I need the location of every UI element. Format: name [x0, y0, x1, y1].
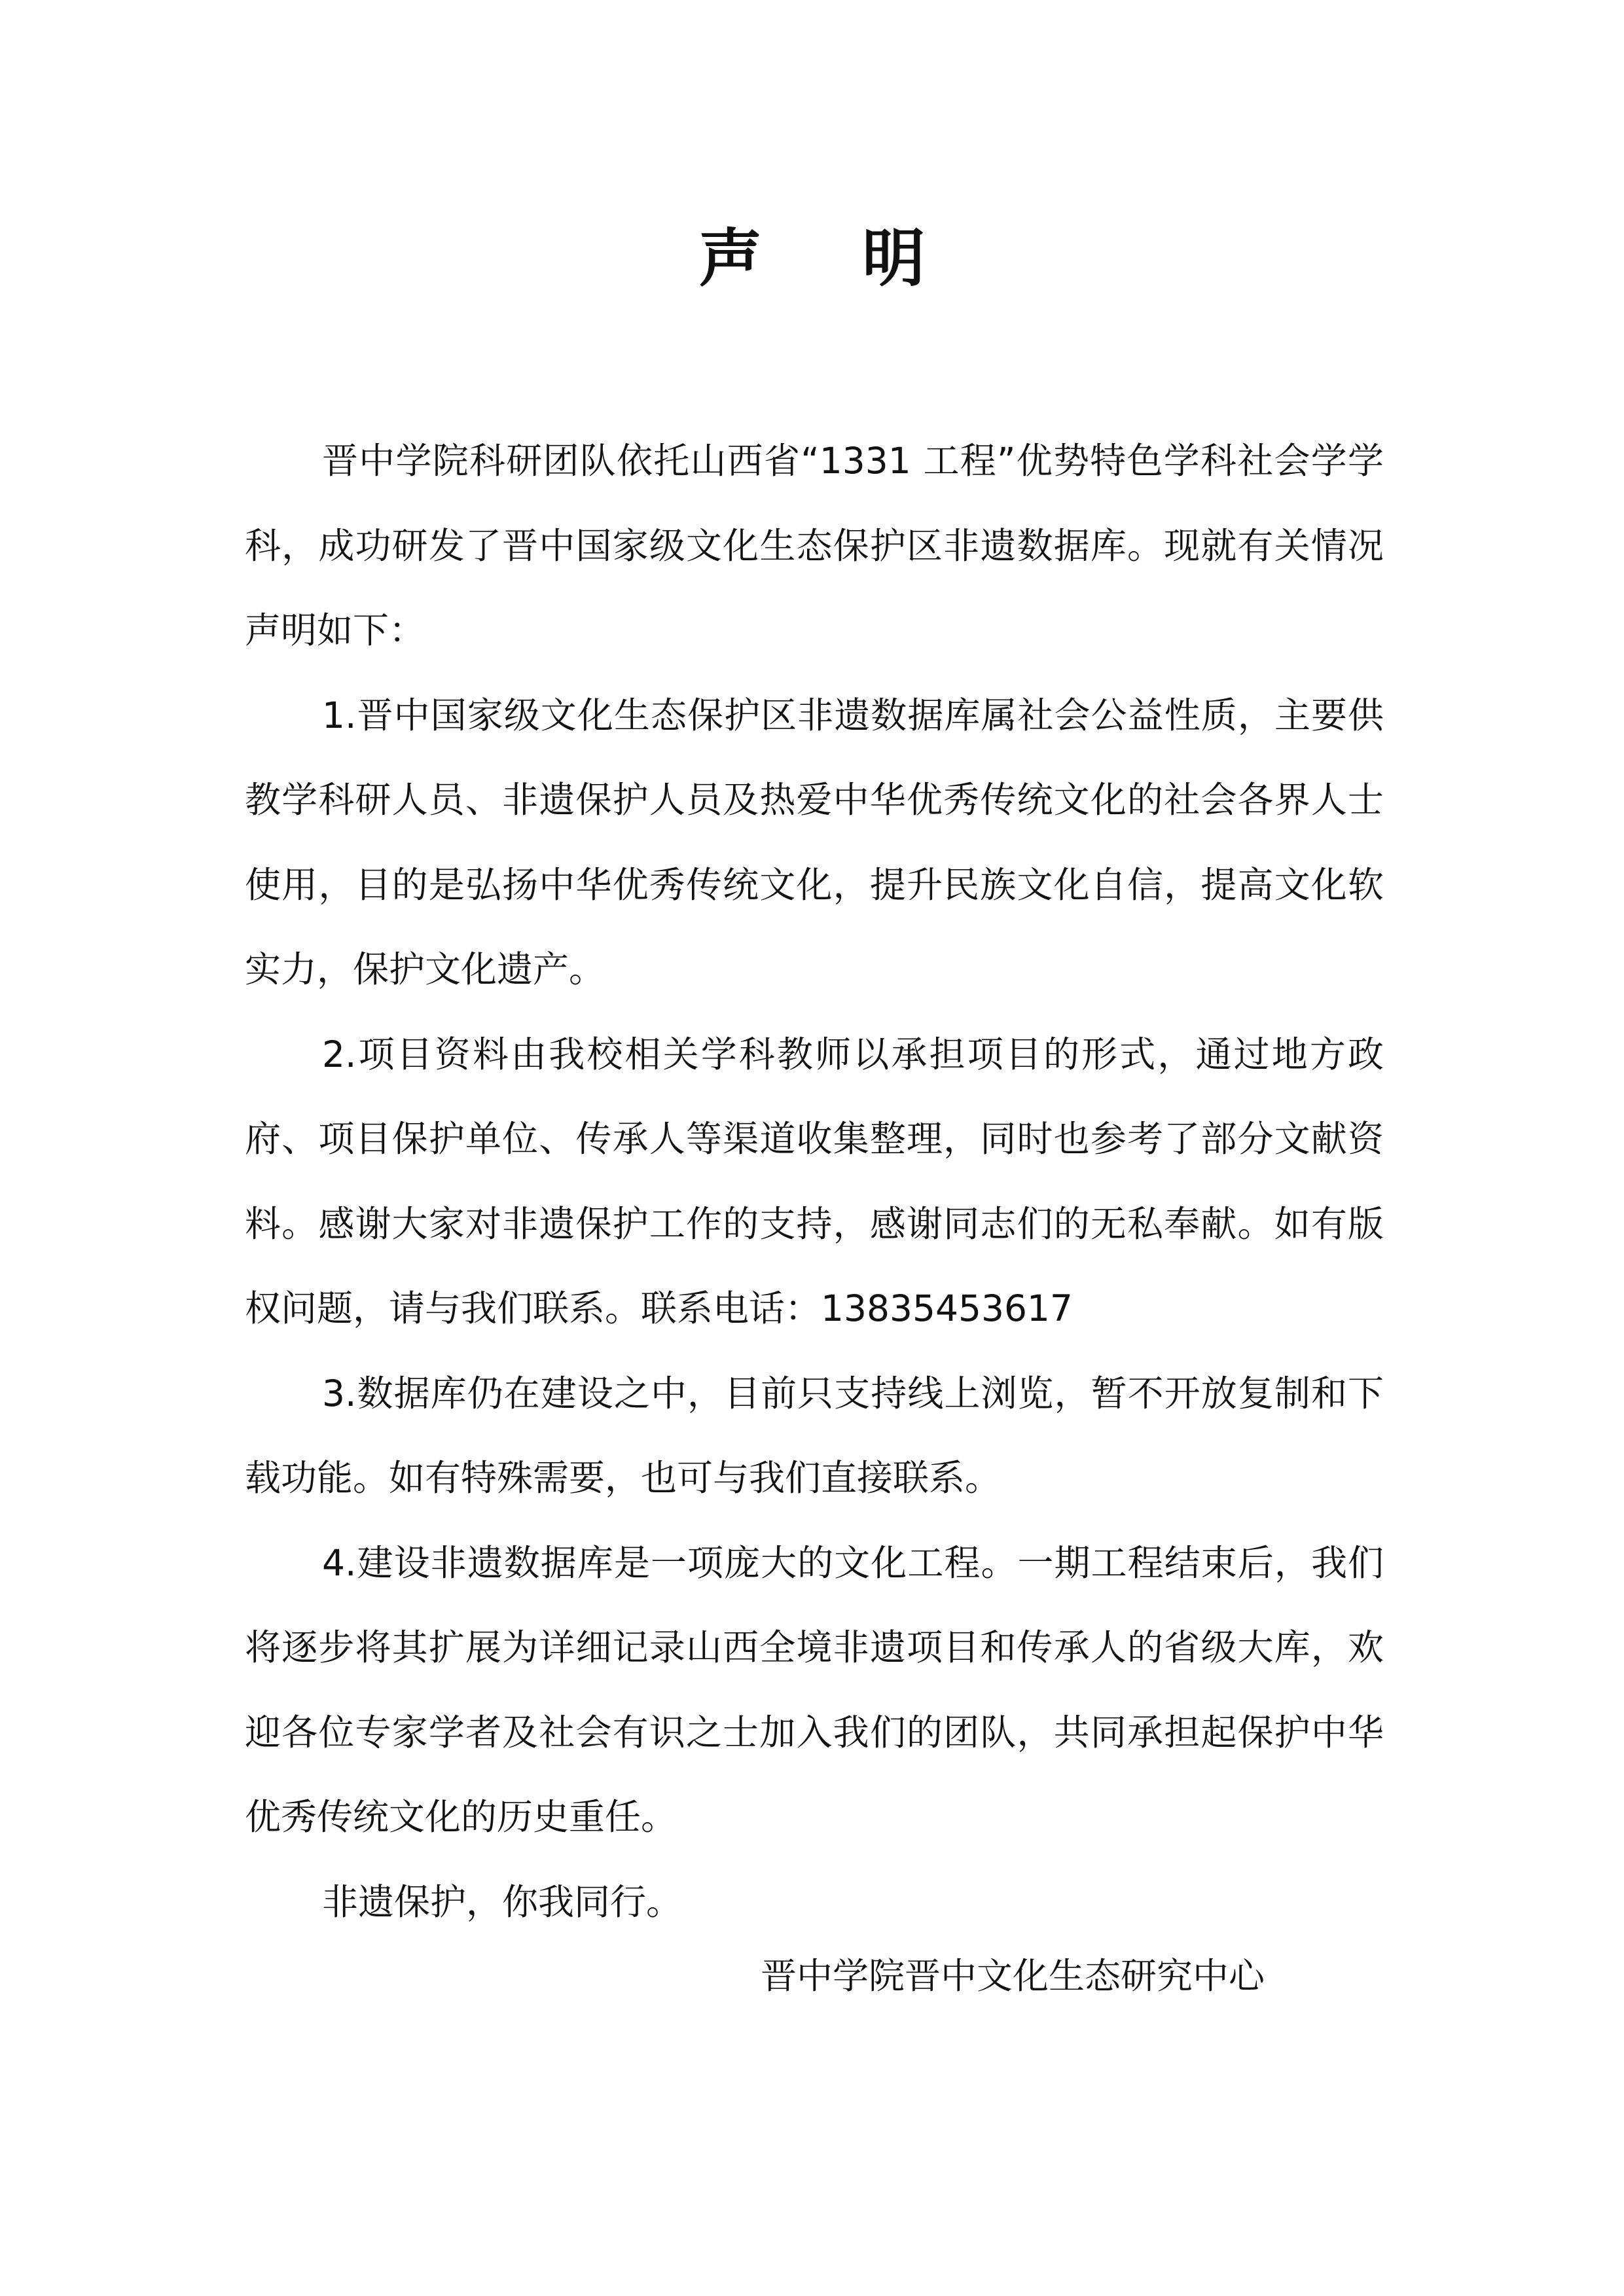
- intro-paragraph: 晋中学院科研团队依托山西省“1331 工程”优势特色学科社会学学科，成功研发了晋中国家级文化生态保护区非遗数据库。现就有关情况声明如下：: [245, 440, 1384, 651]
- item-3-paragraph: 3.数据库仍在建设之中，目前只支持线上浏览，暂不开放复制和下载功能。如有特殊需要，也可与我们直接联系。: [245, 1372, 1384, 1499]
- item-4-paragraph: 4.建设非遗数据库是一项庞大的文化工程。一期工程结束后，我们将逐步将其扩展为详细记录山西全境非遗项目和传承人的省级大库，欢迎各位专家学者及社会有识之士加入我们的团队，共同承担起保护中华优秀传统文化的历史重任。: [245, 1541, 1384, 1838]
- signature: 晋中学院晋中文化生态研究中心: [761, 1955, 1265, 1997]
- document-title: 声 明: [698, 222, 965, 295]
- item-1-paragraph: 1.晋中国家级文化生态保护区非遗数据库属社会公益性质，主要供教学科研人员、非遗保护人员及热爱中华优秀传统文化的社会各界人士使用，目的是弘扬中华优秀传统文化，提升民族文化自信，提高文化软实力，保护文化遗产。: [245, 694, 1384, 990]
- closing-paragraph: 非遗保护，你我同行。: [322, 1880, 683, 1923]
- item-2-paragraph: 2.项目资料由我校相关学科教师以承担项目的形式，通过地方政府、项目保护单位、传承人等渠道收集整理，同时也参考了部分文献资料。感谢大家对非遗保护工作的支持，感谢同志们的无私奉献。如有版权问题，请与我们联系。联系电话：13835453617: [245, 1033, 1384, 1329]
- document-body: [245, 419, 1384, 1945]
